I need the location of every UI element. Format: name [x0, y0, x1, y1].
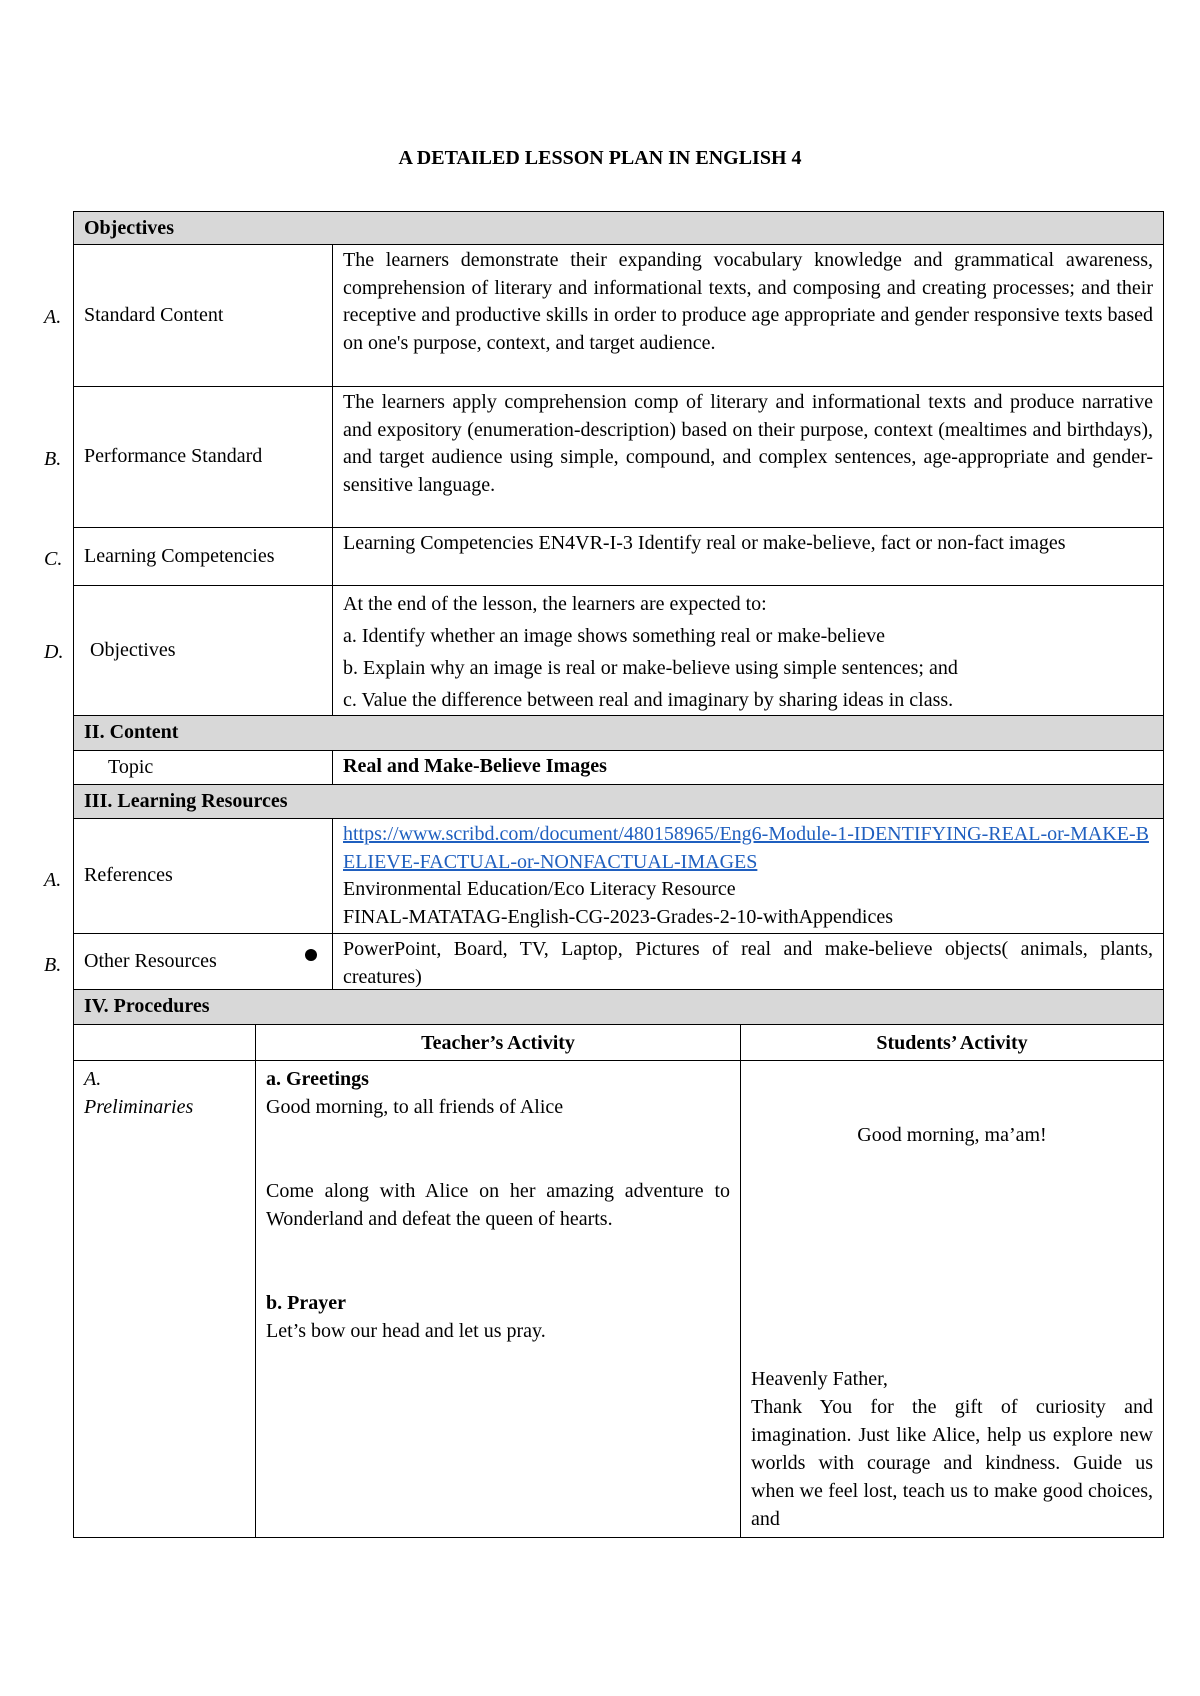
row-letter-b: B. [44, 448, 62, 470]
adventure-text: Come along with Alice on her amazing adventure to Wonderland and defeat the queen of hearts. [266, 1180, 730, 1230]
objective-row-learning-competencies [73, 528, 1164, 586]
references-row [73, 819, 1164, 934]
row-content: The learners demonstrate their expanding vocabulary knowledge and grammatical awareness, comprehension of literary and informational texts, and composing and creating processes; and their receptive and productive skills in order to produce age appropriate and gender responsive texts based on one's purpose, context, and target audience. [333, 245, 1164, 387]
row-label: Objectives [73, 586, 333, 716]
section-header-procedures [73, 990, 1164, 1025]
section-header-label: Objectives [84, 217, 174, 239]
section-header-label: IV. Procedures [84, 995, 210, 1017]
greetings-text: Good morning, to all friends of Alice [266, 1096, 564, 1118]
student-prayer-title: Heavenly Father, [751, 1368, 888, 1390]
objective-item: a. Identify whether an image shows something real or make-believe [343, 625, 886, 647]
prayer-title: b. Prayer [266, 1292, 346, 1314]
reference-line: FINAL-MATATAG-English-CG-2023-Grades-2-10-withAppendices [343, 905, 894, 928]
objective-row-objectives [73, 586, 1164, 716]
objective-item: c. Value the difference between real and imaginary by sharing ideas in class. [343, 689, 954, 711]
page-title: A DETAILED LESSON PLAN IN ENGLISH 4 [398, 147, 802, 169]
row-label: Performance Standard [73, 387, 333, 528]
stage-column-header [73, 1025, 256, 1061]
teacher-activity-cell [256, 1061, 741, 1538]
row-content [333, 586, 1164, 716]
section-header-label: III. Learning Resources [84, 790, 288, 812]
prayer-text: Let’s bow our head and let us pray. [266, 1320, 546, 1342]
row-label [73, 934, 333, 990]
student-greeting: Good morning, ma’am! [857, 1124, 1047, 1146]
row-content: PowerPoint, Board, TV, Laptop, Pictures of real and make-believe objects( animals, plants, creatures) [333, 934, 1164, 990]
row-label: Standard Content [73, 245, 333, 387]
row-content [333, 819, 1164, 934]
row-letter-d: D. [44, 641, 64, 663]
section-header-label: II. Content [84, 721, 179, 743]
procedures-row-preliminaries [73, 1061, 1164, 1538]
reference-link[interactable]: https://www.scribd.com/document/480158965/Eng6-Module-1-IDENTIFYING-REAL-or-MAKE-BELIEVE-FACTUAL-or-NONFACTUAL-IMAGES [343, 823, 1149, 873]
row-label-text: Other Resources [84, 949, 217, 972]
other-resources-row [73, 934, 1164, 990]
objective-row-standard-content [73, 245, 1164, 387]
topic-value: Real and Make-Believe Images [333, 751, 1164, 785]
row-label: Learning Competencies [73, 528, 333, 586]
row-letter-c: C. [44, 548, 63, 570]
objective-item: b. Explain why an image is real or make-believe using simple sentences; and [343, 657, 958, 679]
row-content: Learning Competencies EN4VR-I-3 Identify real or make-believe, fact or non-fact images [333, 528, 1164, 586]
students-activity-header: Students’ Activity [741, 1025, 1164, 1061]
teacher-activity-header: Teacher’s Activity [256, 1025, 741, 1061]
row-content: The learners apply comprehension comp of literary and informational texts and produce narrative and expository (enumeration-description) based on their purpose, context (mealtimes and birthdays), and target audience using simple, compound, and complex sentences, age-appropriate and gender-sensitive language. [333, 387, 1164, 528]
topic-row [73, 751, 1164, 785]
section-header-content [73, 716, 1164, 751]
stage-cell [73, 1061, 256, 1538]
stage-name: Preliminaries [84, 1096, 194, 1118]
row-letter-other: B. [44, 954, 62, 976]
row-letter-a: A. [44, 306, 62, 328]
section-header-learning-resources [73, 785, 1164, 819]
row-letter-references: A. [44, 869, 62, 891]
topic-label: Topic [73, 751, 333, 785]
row-label: References [73, 819, 333, 934]
students-activity-cell [741, 1061, 1164, 1538]
greetings-title: a. Greetings [266, 1068, 369, 1090]
objectives-intro: At the end of the lesson, the learners are expected to: [343, 593, 767, 615]
lesson-plan-table [73, 211, 1164, 1538]
bullet-icon [305, 949, 317, 961]
stage-letter: A. [84, 1068, 102, 1090]
procedures-column-headers [73, 1025, 1164, 1061]
section-header-objectives [73, 211, 1164, 245]
student-prayer-text: Thank You for the gift of curiosity and imagination. Just like Alice, help us explore new worlds with courage and kindness. Guide us when we feel lost, teach us to make good choices, and [751, 1396, 1153, 1530]
reference-line: Environmental Education/Eco Literacy Resource [343, 878, 736, 900]
objective-row-performance-standard [73, 387, 1164, 528]
